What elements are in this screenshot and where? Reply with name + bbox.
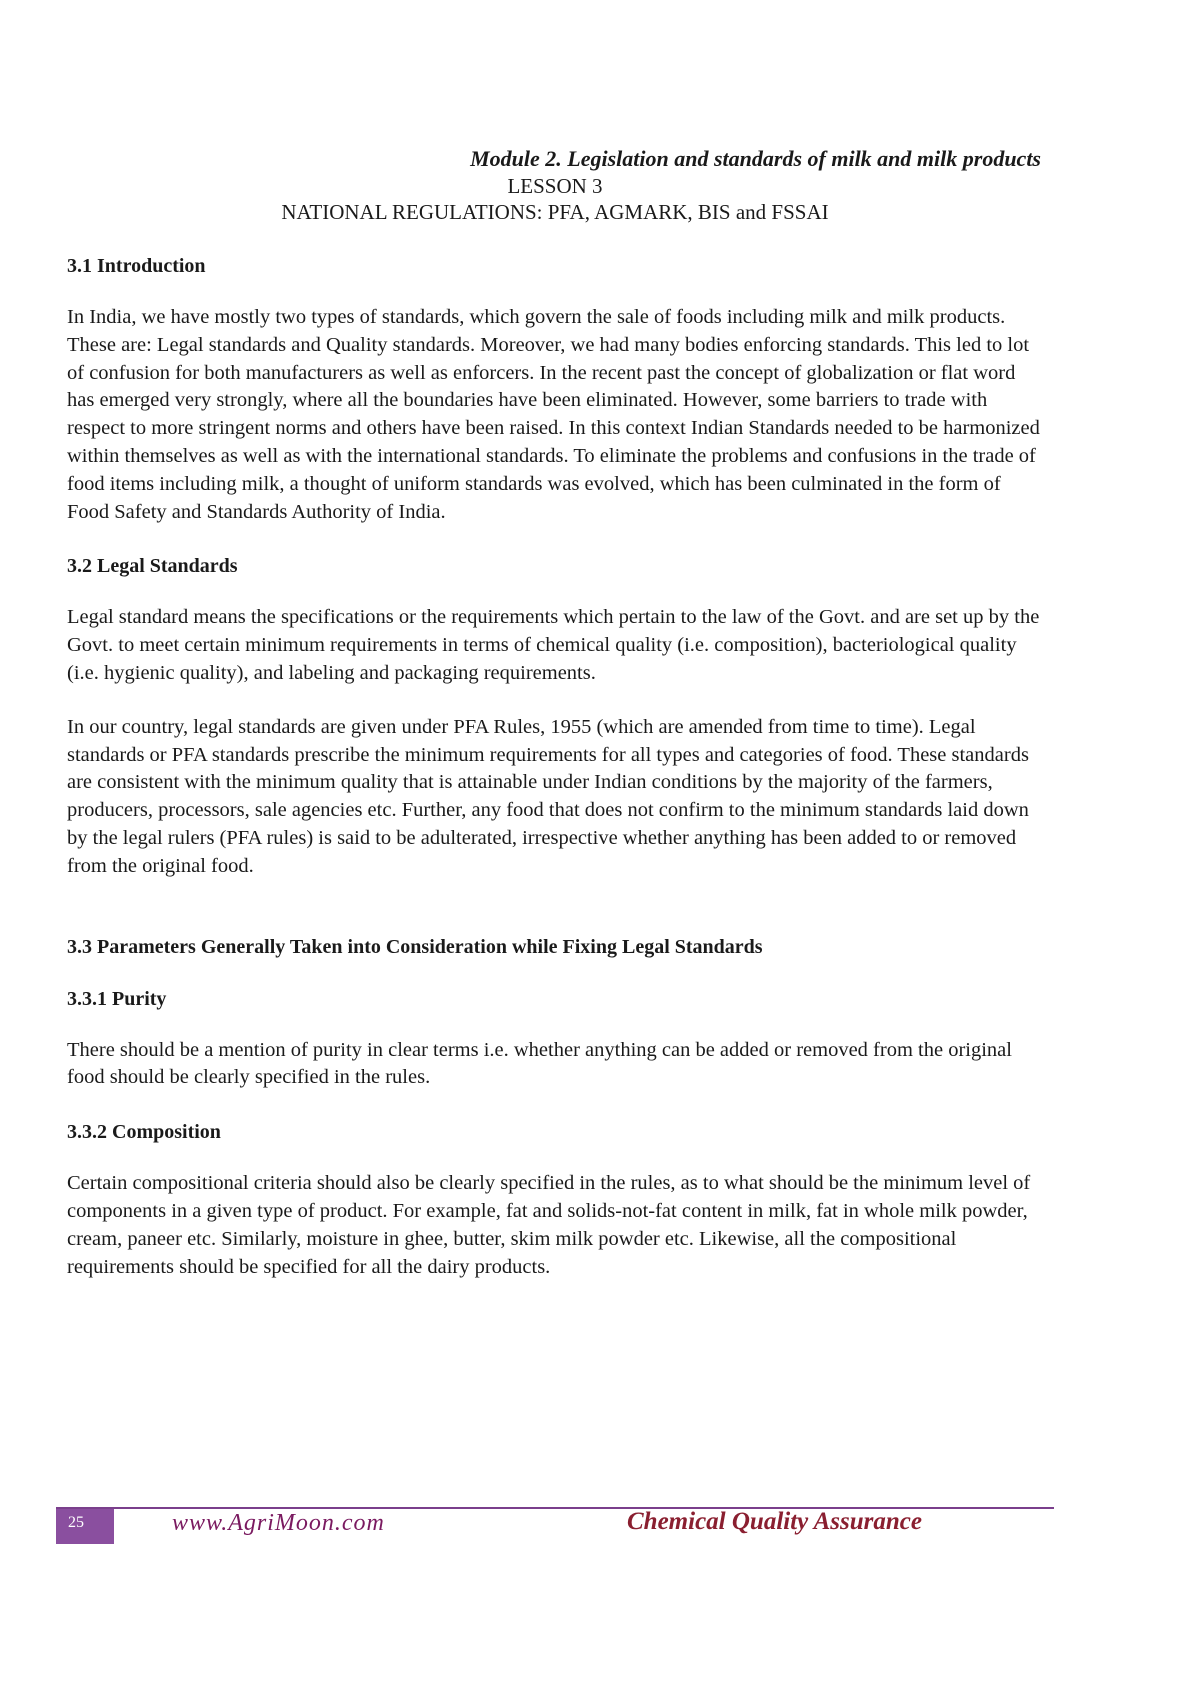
module-title: Module 2. Legislation and standards of milk and milk products: [470, 146, 1041, 171]
paragraph-introduction: In India, we have mostly two types of standards, which govern the sale of foods including milk and milk products. These are: Legal standards and Quality standards. Moreover, we had many bodies enforcing standards. This led to lot of confusion for both manufacturers as well as enforcers. In the recent past the concept of globalization or flat word has emerged very strongly, where all the boundaries have been eliminated. However, some barriers to trade with respect to more stringent norms and others have been raised. In this context Indian Standards needed to be harmonized within themselves as well as with the international standards. To eliminate the problems and confusions in the trade of food items including milk, a thought of uniform standards was evolved, which has been culminated in the form of Food Safety and Standards Authority of India.: [67, 306, 1040, 523]
document-body: [67, 252, 1045, 1307]
paragraph-purity: There should be a mention of purity in clear terms i.e. whether anything can be added or removed from the original food should be clearly specified in the rules.: [67, 1038, 1012, 1089]
page-number: 25: [56, 1509, 114, 1544]
section-heading-introduction: 3.1 Introduction: [67, 255, 206, 277]
footer-website-link[interactable]: www.AgriMoon.com: [172, 1510, 385, 1536]
lesson-number: LESSON 3: [507, 174, 603, 198]
section-heading-purity: 3.3.1 Purity: [67, 987, 167, 1010]
section-heading-parameters: 3.3 Parameters Generally Taken into Consideration while Fixing Legal Standards: [67, 935, 763, 958]
paragraph-legal-standard-definition: Legal standard means the specifications or the requirements which pertain to the law of the Govt. and are set up by the Govt. to meet certain minimum requirements in terms of chemical quality (i.e. composition), bacteriological quality (i.e. hygienic quality), and labeling and packaging requirements.: [67, 606, 1040, 684]
paragraph-pfa-rules: In our country, legal standards are given under PFA Rules, 1955 (which are amended from time to time). Legal standards or PFA standards prescribe the minimum requirements for all types and categories of food. These standards are consistent with the minimum quality that is attainable under Indian conditions by the majority of the farmers, producers, processors, sale agencies etc. Further, any food that does not confirm to the minimum standards laid down by the legal rulers (PFA rules) is said to be adulterated, irrespective whether anything has been added to or removed from the original food.: [67, 715, 1029, 877]
section-heading-composition: 3.3.2 Composition: [67, 1121, 221, 1144]
paragraph-composition: Certain compositional criteria should also be clearly specified in the rules, as to what should be the minimum level of components in a given type of product. For example, fat and solids-not-fat content in milk, fat in whole milk powder, cream, paneer etc. Similarly, moisture in ghee, butter, skim milk powder etc. Likewise, all the compositional requirements should be specified for all the dairy products.: [67, 1172, 1031, 1278]
section-heading-legal-standards: 3.2 Legal Standards: [67, 555, 238, 578]
footer-course-title: Chemical Quality Assurance: [627, 1508, 922, 1535]
lesson-title: NATIONAL REGULATIONS: PFA, AGMARK, BIS and FSSAI: [281, 200, 829, 224]
